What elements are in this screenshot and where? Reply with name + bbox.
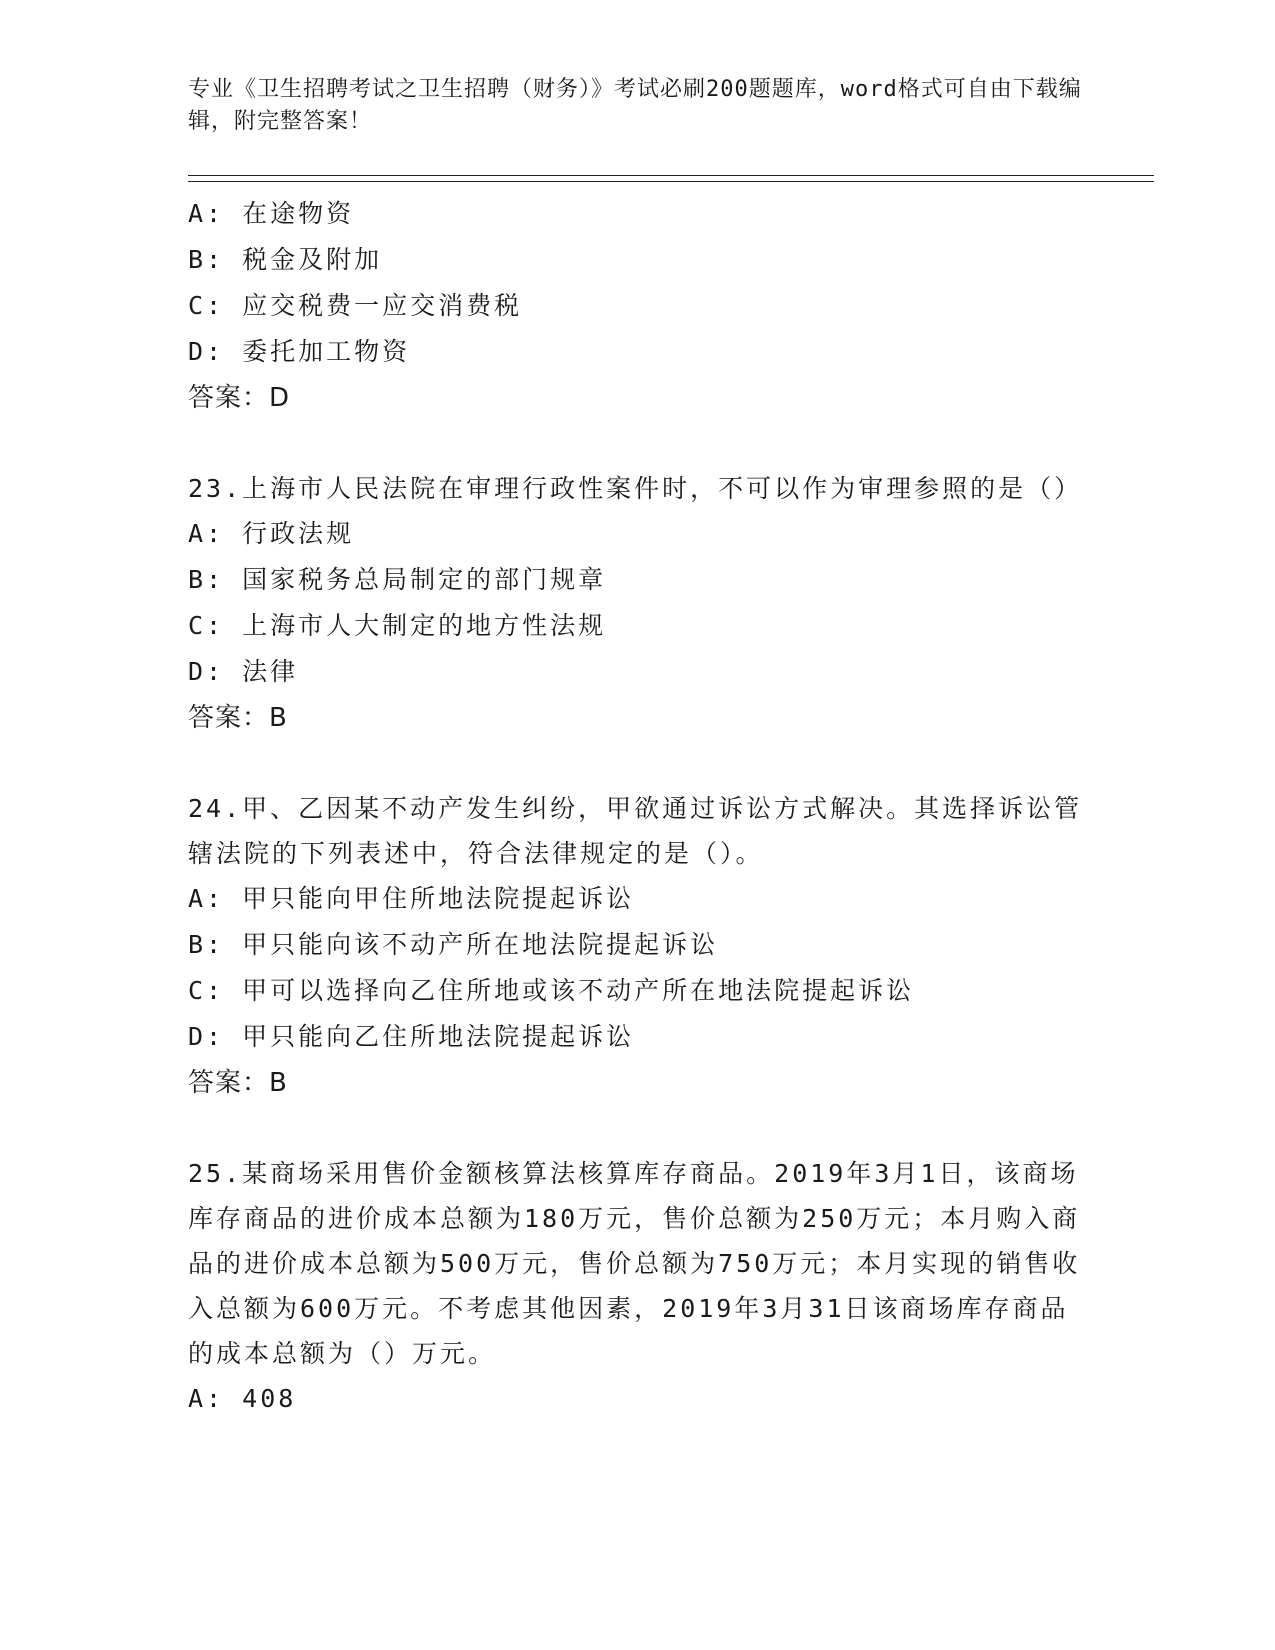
spacer — [188, 1106, 1088, 1151]
option-b: B: 甲只能向该不动产所在地法院提起诉讼 — [188, 930, 719, 959]
option-d: D: 委托加工物资 — [188, 337, 411, 366]
option-d: D: 法律 — [188, 657, 299, 686]
question-stem: 24.甲、乙因某不动产发生纠纷，甲欲通过诉讼方式解决。其选择诉讼管辖法院的下列表述中，符合法律规定的是（）。 — [188, 794, 1083, 868]
option-b: B: 国家税务总局制定的部门规章 — [188, 565, 607, 594]
answer-line: 答案：B — [188, 1068, 288, 1098]
question-24 — [188, 786, 1088, 1106]
question-content — [188, 191, 1088, 1422]
question-25 — [188, 1151, 1088, 1422]
option-c: C: 上海市人大制定的地方性法规 — [188, 611, 607, 640]
question-23 — [188, 466, 1088, 741]
document-header: 专业《卫生招聘考试之卫生招聘（财务）》考试必刷200题题库，word格式可自由下载编辑，附完整答案！ — [188, 77, 1082, 134]
question-stem: 25.某商场采用售价金额核算法核算库存商品。2019年3月1日，该商场库存商品的进价成本总额为180万元，售价总额为250万元；本月购入商品的进价成本总额为500万元，售价总额为750万元；本月实现的销售收入总额为600万元。不考虑其他因素，2019年3月31日该商场库存商品的成本总额为（）万元。 — [188, 1159, 1081, 1368]
spacer — [188, 741, 1088, 786]
option-d: D: 甲只能向乙住所地法院提起诉讼 — [188, 1022, 635, 1051]
option-b: B: 税金及附加 — [188, 245, 383, 274]
header-divider-bottom — [188, 181, 1154, 182]
option-a: A: 行政法规 — [188, 519, 355, 548]
option-a: A: 408 — [188, 1384, 297, 1413]
option-c: C: 甲可以选择向乙住所地或该不动产所在地法院提起诉讼 — [188, 976, 915, 1005]
answer-line: 答案：D — [188, 383, 291, 413]
answer-line: 答案：B — [188, 703, 288, 733]
option-c: C: 应交税费一应交消费税 — [188, 291, 523, 320]
header-divider-top — [188, 175, 1154, 176]
option-a: A: 甲只能向甲住所地法院提起诉讼 — [188, 884, 635, 913]
option-a: A: 在途物资 — [188, 199, 355, 228]
question-stem: 23.上海市人民法院在审理行政性案件时，不可以作为审理参照的是（） — [188, 474, 1083, 503]
question-22 — [188, 191, 1088, 421]
spacer — [188, 421, 1088, 466]
